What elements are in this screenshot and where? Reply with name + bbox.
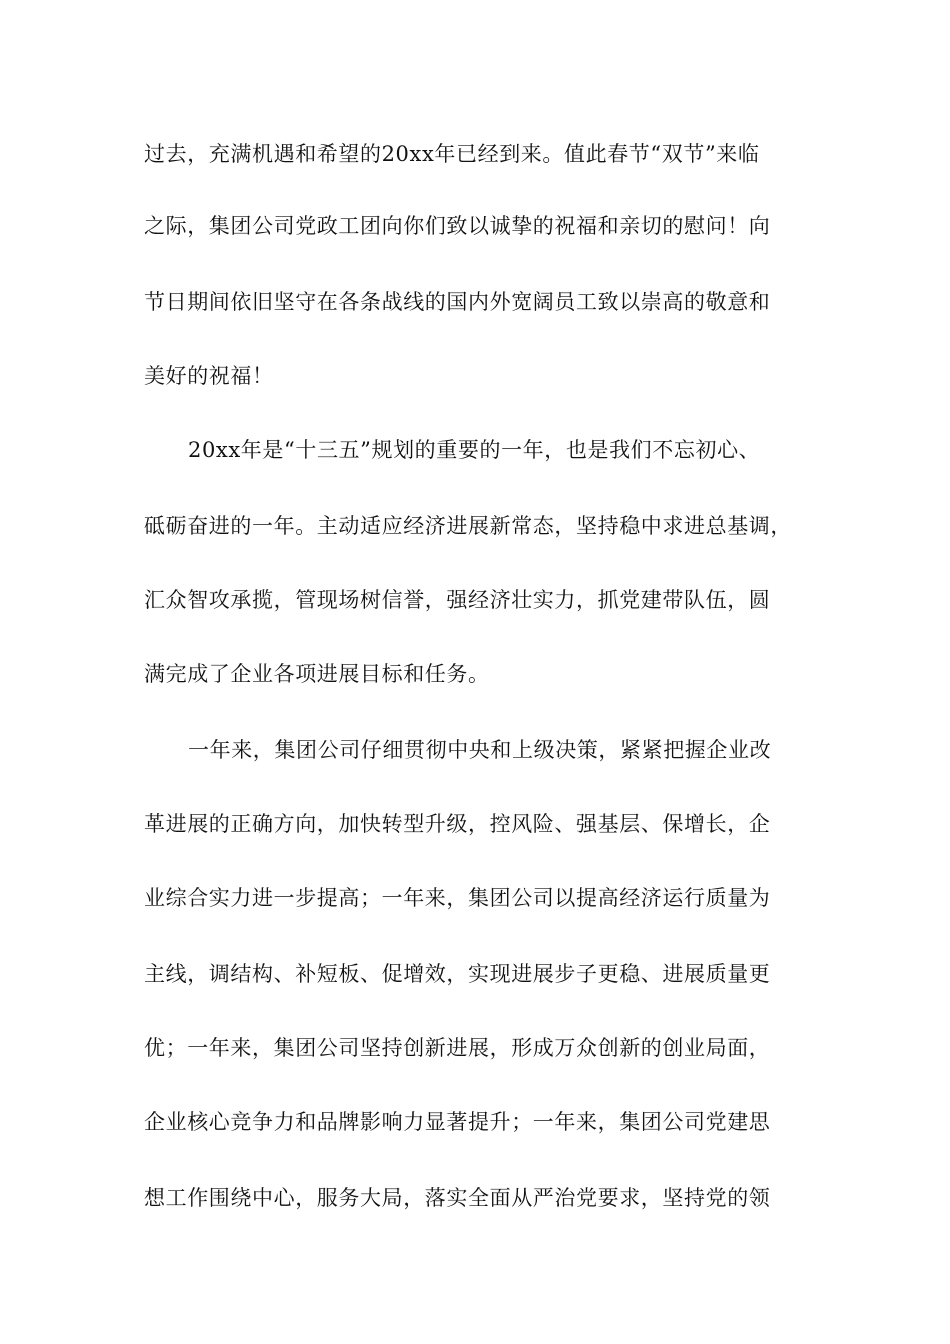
text-line: 汇众智攻承揽，管现场树信誉，强经济壮实力，抓党建带队伍，圆: [144, 588, 771, 612]
text-line: 美好的祝福！: [144, 364, 274, 388]
text-line: 之际，集团公司党政工团向你们致以诚挚的祝福和亲切的慰问！向: [144, 214, 771, 238]
text-line: 优；一年来，集团公司坚持创新进展，形成万众创新的创业局面，: [144, 1036, 771, 1060]
text-line: 主线，调结构、补短板、促增效，实现进展步子更稳、进展质量更: [144, 962, 771, 986]
text-line: 过去，充满机遇和希望的20xx年已经到来。值此春节“双节”来临: [144, 142, 760, 166]
text-line: 砥砺奋进的一年。主动适应经济进展新常态，坚持稳中求进总基调，: [144, 514, 792, 538]
text-line: 满完成了企业各项进展目标和任务。: [144, 662, 490, 686]
text-line: 想工作围绕中心，服务大局，落实全面从严治党要求，坚持党的领: [144, 1186, 771, 1210]
paragraph-first-line: 一年来，集团公司仔细贯彻中央和上级决策，紧紧把握企业改: [188, 738, 772, 762]
text-line: 节日期间依旧坚守在各条战线的国内外宽阔员工致以崇高的敬意和: [144, 290, 771, 314]
text-line: 革进展的正确方向，加快转型升级，控风险、强基层、保增长，企: [144, 812, 771, 836]
text-line: 业综合实力进一步提高；一年来，集团公司以提高经济运行质量为: [144, 886, 771, 910]
text-line: 企业核心竞争力和品牌影响力显著提升；一年来，集团公司党建思: [144, 1110, 771, 1134]
paragraph-first-line: 20xx年是“十三五”规划的重要的一年，也是我们不忘初心、: [188, 438, 761, 462]
